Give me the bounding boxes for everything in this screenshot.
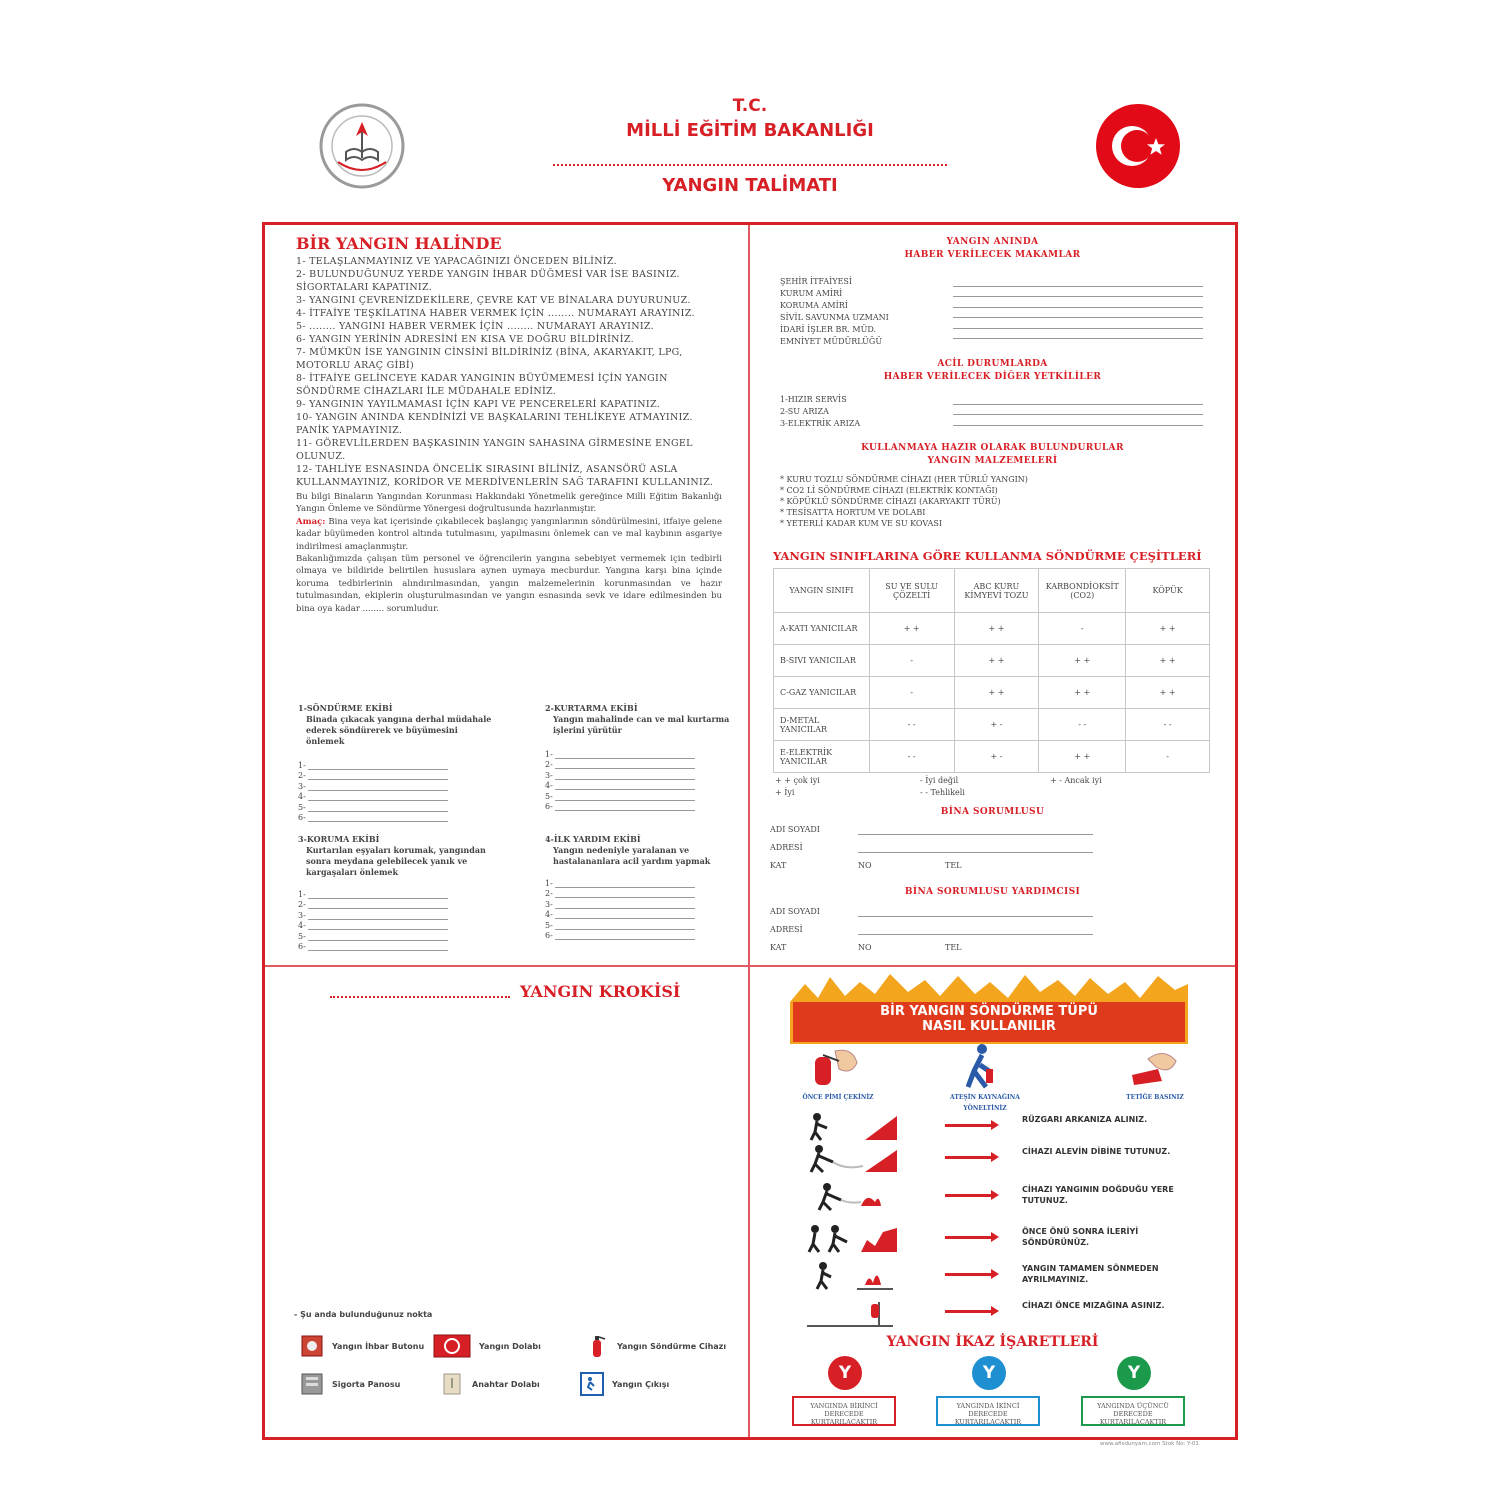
field-line (858, 924, 1093, 935)
list-item: 2-SU ARIZA (780, 407, 829, 416)
list-item: ŞEHİR İTFAİYESİ (780, 277, 853, 286)
makamlar-fill-lines (953, 276, 1203, 339)
step-text: CİHAZI ALEVİN DİBİNE TUTUNUZ. (1022, 1147, 1171, 1156)
team-lines: 1- 2- 3- 4- 5- 6- (545, 877, 695, 940)
makamlar-title-1: YANGIN ANINDA (946, 237, 1039, 247)
team-desc: Yangın nedeniyle yaralanan ve hastalananlara acil yardım yapmak (553, 845, 711, 866)
alarm-button-icon (300, 1334, 324, 1358)
table-header-row (774, 569, 1210, 613)
meb-logo (318, 102, 406, 190)
team-lines: 1- 2- 3- 4- 5- 6- (298, 759, 448, 822)
list-item: 9- YANGININ YAYILMAMASI İÇİN KAPI VE PENCERELERİ KAPATINIZ. (296, 399, 661, 410)
list-item: 8- İTFAİYE GELİNCEYE KADAR YANGININ BÜYÜMEMESİ İÇİN YANGIN SÖNDÜRME CİHAZLARI İLE MÜDAHALE EDİNİZ. (296, 373, 668, 397)
legend-item: - İyi değil (920, 776, 959, 785)
table-header: KÖPÜK (1126, 569, 1210, 613)
banner-text-1: BİR YANGIN SÖNDÜRME TÜPÜ (880, 1004, 1098, 1019)
yardimci-title: BİNA SORUMLUSU YARDIMCISI (904, 887, 1081, 897)
malzeme-title-2: YANGIN MALZEMELERİ (927, 456, 1058, 466)
team-title: 3-KORUMA EKİBİ (298, 834, 380, 844)
instruction-list (296, 255, 722, 615)
list-item: 3-ELEKTRİK ARIZA (780, 419, 861, 428)
step-illustration-icon (805, 1182, 905, 1212)
header-divider (553, 164, 947, 166)
field-line (858, 906, 1093, 917)
tup-banner (790, 972, 1188, 1044)
list-item: 6- YANGIN YERİNİN ADRESİNİ EN KISA VE DOĞRU BİLDİRİNİZ. (296, 334, 634, 345)
team-block-3 (298, 834, 513, 951)
list-item: EMNİYET MÜDÜRLÜĞÜ (780, 337, 883, 346)
team-lines: 1- 2- 3- 4- 5- 6- (298, 888, 448, 951)
step-text: CİHAZI YANGININ DOĞDUĞU YERE TUTUNUZ. (1022, 1185, 1174, 1205)
ikaz-letter: Y (1117, 1356, 1151, 1390)
makamlar-section (770, 236, 1215, 529)
table-row: B-SIVI YANICILAR - + + + + + + (774, 645, 1210, 677)
step-row (800, 1224, 1200, 1264)
list-item: 1- TELAŞLANMAYINIZ VE YAPACAĞINIZI ÖNCEDEN BİLİNİZ. (296, 256, 617, 267)
kroki-dots (330, 996, 510, 998)
amac-label: Amaç: (296, 516, 326, 527)
paragraph-responsibility: Bakanlığımızda çalışan tüm personel ve öğrencilerin yangına sebebiyet vermemek için tedbirli olmaya ve bildiride belirtilen hususlara aynen uymaya mecburdur. Yangına karşı bina içinde koruma tedbirlerinin alındırılmasından, yangın malzemelerinin korunmasından ve hazır tutulmasından, ekiplerin oluşturulmasından ve yangın esnasında sevk ve idare edilmesinden bu bina oya kadar ........ sorumludur. (296, 554, 722, 614)
team-desc: Yangın mahalinde can ve mal kurtarma işlerini yürütür (553, 714, 730, 735)
field-label: KAT (770, 861, 787, 870)
team-lines: 1- 2- 3- 4- 5- 6- (545, 748, 695, 811)
kroki-title-row (330, 982, 690, 1002)
list-item: 12- TAHLİYE ESNASINDA ÖNCELİK SIRASINI BİLİNİZ, ASANSÖRÜ ASLA KULLANMAYINIZ, KORİDOR VE MERDİVENLERİN SAĞ TARAFINI KULLANINIZ. (296, 464, 714, 488)
legend-item: + - Ancak iyi (1050, 776, 1102, 785)
step-text: RÜZGARI ARKANIZA ALINIZ. (1022, 1115, 1148, 1124)
footer-text: www.afisdunyam.com Stok No: Y-01 (1100, 1441, 1199, 1447)
step-row (800, 1182, 1200, 1222)
field-label: TEL (945, 861, 962, 870)
page-title: YANGIN TALİMATI (662, 175, 838, 196)
table-header: KARBONDİOKSİT (CO2) (1039, 569, 1126, 613)
arrow-icon (945, 1310, 993, 1313)
ikaz-sign-green (1081, 1356, 1187, 1426)
field-label: KAT (770, 943, 787, 952)
team-block-1 (298, 703, 498, 822)
list-item: 5- ........ YANGINI HABER VERMEK İÇİN ........ NUMARAYI ARAYINIZ. (296, 321, 654, 332)
banner-text-2: NASIL KULLANILIR (922, 1019, 1056, 1034)
acil-title-2: HABER VERİLECEK DİĞER YETKİLİLER (883, 372, 1102, 382)
pin-icon (805, 1045, 865, 1087)
turkish-flag-icon (1096, 104, 1180, 188)
list-item: * KÖPÜKLÜ SÖNDÜRME CİHAZI (AKARYAKIT TÜRÜ) (780, 497, 1001, 506)
list-item: SİVİL SAVUNMA UZMANI (780, 313, 889, 322)
amac-text: Bina veya kat içerisinde çıkabilecek başlangıç yangınlarının söndürülmesini, itfaiye gelene kadar büyümeden kontrol altında tutulmasını, yapılmasını önlemek can ve mal kaybının asgariye indirilmesi amaçlanmıştır. (296, 516, 722, 552)
ikaz-sign-blue (936, 1356, 1042, 1426)
list-item: 2- BULUNDUĞUNUZ YERDE YANGIN İHBAR DÜĞMESİ VAR İSE BASINIZ. SİGORTALARI KAPATINIZ. (296, 269, 680, 293)
ikaz-text: YANGINDA ÜÇÜNCÜ DERECEDE KURTARILACAKTIR (1081, 1396, 1185, 1426)
field-label: NO (858, 943, 872, 952)
classes-table (773, 568, 1210, 773)
acil-fill-lines (953, 394, 1203, 426)
step-row (800, 1298, 1200, 1338)
kroki-here: - Şu anda bulunduğunuz nokta (294, 1310, 433, 1319)
sorumlu-title: BİNA SORUMLUSU (940, 807, 1045, 817)
legend-item: + İyi (775, 788, 795, 797)
field-label: ADRESİ (770, 843, 803, 852)
ikaz-sign-red (792, 1356, 898, 1426)
horizontal-divider (265, 965, 1235, 967)
step-illustration-icon (805, 1112, 905, 1142)
table-row: D-METAL YANICILAR - - + - - - - - (774, 709, 1210, 741)
legend-ihbar: Yangın İhbar Butonu (300, 1334, 424, 1358)
caption-trigger: TETİĞE BASINIZ (1126, 1094, 1184, 1101)
list-item: * KURU TOZLU SÖNDÜRME CİHAZI (HER TÜRLÜ YANGIN) (780, 475, 1028, 484)
ikaz-letter: Y (828, 1356, 862, 1390)
step-illustration-icon (805, 1144, 905, 1174)
section-title-bir-yangin: BİR YANGIN HALİNDE (296, 234, 502, 253)
list-item: * TESİSATTA HORTUM VE DOLABI (780, 508, 926, 517)
legend-cihaz: Yangın Söndürme Cihazı (585, 1334, 726, 1358)
paragraph-intro: Bu bilgi Binaların Yangından Korunması Hakkındaki Yönetmelik gereğince Milli Eğitim Bakanlığı Yangın Önleme ve Söndürme Yönergesi doğrultusunda hazırlanmıştır. (296, 492, 722, 515)
step-text: YANGIN TAMAMEN SÖNMEDEN AYRILMAYINIZ. (1022, 1264, 1159, 1284)
list-item: 11- GÖREVLİLERDEN BAŞKASININ YANGIN SAHASINA GİRMESİNE ENGEL OLUNUZ. (296, 438, 693, 462)
legend-cikis: Yangın Çıkışı (580, 1372, 669, 1396)
arrow-icon (945, 1194, 993, 1197)
step-row (800, 1144, 1200, 1184)
malzeme-list (770, 474, 1215, 529)
ikaz-letter: Y (972, 1356, 1006, 1390)
team-desc: Kurtarılan eşyaları korumak, yangından sonra meydana gelebilecek yanık ve kargaşaları önlemek (306, 845, 486, 877)
table-row: E-ELEKTRİK YANICILAR - - + - + + - (774, 741, 1210, 773)
arrow-icon (945, 1124, 993, 1127)
fire-extinguisher-icon (585, 1334, 609, 1358)
list-item: * YETERLİ KADAR KUM VE SU KOVASI (780, 519, 942, 528)
legend-item: - - Tehlikeli (920, 788, 965, 797)
legend-anahtar: Anahtar Dolabı (440, 1372, 540, 1396)
step-illustration-icon (805, 1298, 905, 1328)
field-label: ADI SOYADI (770, 907, 820, 916)
list-item: * CO2 Lİ SÖNDÜRME CİHAZI (ELEKTRİK KONTAĞI) (780, 486, 998, 495)
list-item: 4- İTFAİYE TEŞKİLATINA HABER VERMEK İÇİN ........ NUMARAYI ARAYINIZ. (296, 308, 695, 319)
table-row: C-GAZ YANICILAR - + + + + + + (774, 677, 1210, 709)
acil-list (770, 394, 1215, 430)
trigger-icon (1128, 1045, 1188, 1087)
acil-title-1: ACİL DURUMLARDA (937, 359, 1048, 369)
team-desc: Binada çıkacak yangına derhal müdahale ederek söndürerek ve büyümesini önlemek (306, 714, 492, 746)
table-header: ABC KURU KİMYEVİ TOZU (954, 569, 1039, 613)
list-item: KURUM AMİRİ (780, 289, 843, 298)
list-item: 3- YANGINI ÇEVRENİZDEKİLERE, ÇEVRE KAT VE BİNALARA DUYURUNUZ. (296, 295, 691, 306)
field-line (858, 824, 1093, 835)
header-line2: MİLLİ EĞİTİM BAKANLIĞI (626, 120, 874, 141)
legend-sigorta: Sigorta Panosu (300, 1372, 400, 1396)
team-block-4 (545, 834, 735, 940)
table-row: A-KATI YANICILAR + + + + - + + (774, 613, 1210, 645)
header-line1: T.C. (732, 96, 768, 116)
step-row (800, 1261, 1200, 1301)
kroki-title: YANGIN KROKİSİ (520, 982, 681, 1001)
makamlar-title-2: HABER VERİLECEK MAKAMLAR (904, 250, 1081, 260)
team-block-2 (545, 703, 735, 811)
caption-pin: ÖNCE PİMİ ÇEKİNİZ (802, 1094, 874, 1101)
team-title: 1-SÖNDÜRME EKİBİ (298, 703, 393, 713)
key-cabinet-icon (440, 1372, 464, 1396)
list-item: İDARİ İŞLER BR. MÜD. (780, 325, 877, 334)
sorumlu-section (770, 806, 1215, 956)
step-illustration-icon (805, 1261, 905, 1291)
caption-aim: ATEŞİN KAYNAĞINA YÖNELTİNİZ (950, 1094, 1020, 1112)
team-title: 4-İLK YARDIM EKİBİ (545, 834, 641, 844)
ikaz-text: YANGINDA İKİNCİ DERECEDE KURTARILACAKTIR (936, 1396, 1040, 1426)
vertical-divider (748, 225, 750, 1437)
step-text: ÖNCE ÖNÜ SONRA İLERİYİ SÖNDÜRÜNÜZ. (1022, 1227, 1139, 1247)
arrow-icon (945, 1273, 993, 1276)
list-item: 10- YANGIN ANINDA KENDİNİZİ VE BAŞKALARINI TEHLİKEYE ATMAYINIZ. PANİK YAPMAYINIZ. (296, 412, 693, 436)
exit-sign-icon (580, 1372, 604, 1396)
malzeme-title-1: KULLANMAYA HAZIR OLARAK BULUNDURULAR (861, 443, 1124, 453)
field-label: ADI SOYADI (770, 825, 820, 834)
fuse-panel-icon (300, 1372, 324, 1396)
step-illustration-icon (805, 1224, 905, 1254)
field-label: NO (858, 861, 872, 870)
list-item: KORUMA AMİRİ (780, 301, 848, 310)
fire-cabinet-icon (433, 1334, 471, 1358)
ikaz-title: YANGIN İKAZ İŞARETLERİ (886, 1334, 1099, 1350)
aim-icon (960, 1043, 1000, 1089)
paragraph-amac (296, 516, 722, 553)
list-item: 1-HIZIR SERVİS (780, 395, 847, 404)
list-item: 7- MÜMKÜN İSE YANGININ CİNSİNİ BİLDİRİNİZ (BİNA, AKARYAKIT, LPG, MOTORLU ARAÇ GİBİ) (296, 347, 683, 371)
team-title: 2-KURTARMA EKİBİ (545, 703, 638, 713)
ikaz-text: YANGINDA BİRİNCİ DERECEDE KURTARILACAKTIR (792, 1396, 896, 1426)
legend-item: + + çok iyi (775, 776, 820, 785)
makamlar-list (770, 276, 1215, 348)
classes-table-title: YANGIN SINIFLARINA GÖRE KULLANMA SÖNDÜRME ÇEŞİTLERİ (773, 549, 1202, 563)
table-header: SU VE SULU ÇÖZELTİ (869, 569, 954, 613)
field-label: TEL (945, 943, 962, 952)
field-line (858, 842, 1093, 853)
table-header: YANGIN SINIFI (774, 569, 870, 613)
field-label: ADRESİ (770, 925, 803, 934)
arrow-icon (945, 1236, 993, 1239)
arrow-icon (945, 1156, 993, 1159)
legend-dolap: Yangın Dolabı (433, 1334, 541, 1358)
step-text: CİHAZI ÖNCE MIZAĞINA ASINIZ. (1022, 1301, 1165, 1310)
